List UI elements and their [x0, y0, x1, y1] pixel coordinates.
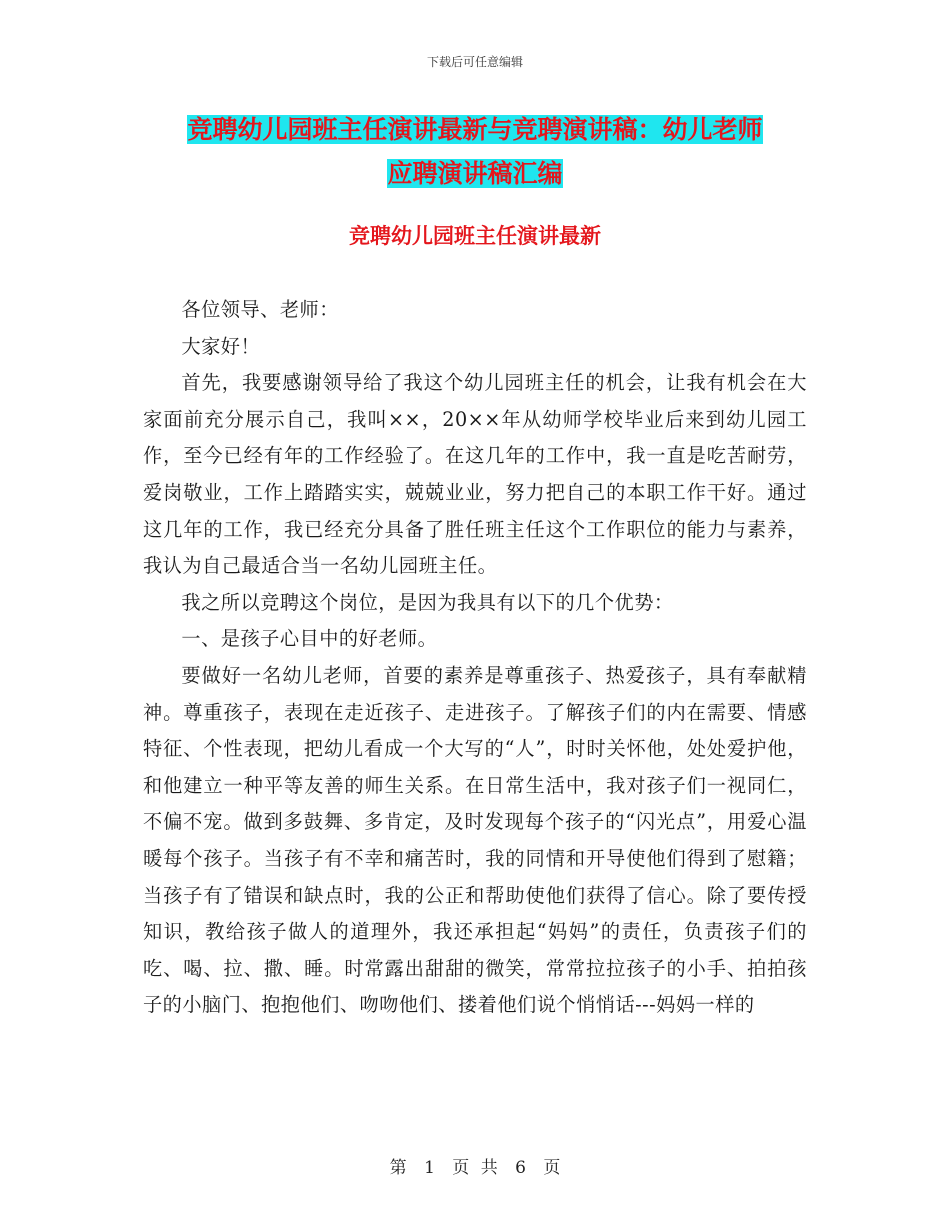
- footer-page-number: 1: [424, 1158, 435, 1178]
- document-title: [140, 108, 810, 196]
- advantage-paragraph-1: 要做好一名幼儿老师，首要的素养是尊重孩子、热爱孩子，具有奉献精神。尊重孩子，表现在走近孩子、走进孩子。了解孩子们的内在需要、情感特征、个性表现，把幼儿看成一个大写的“人”，时时关怀他，处处爱护他，和他建立一种平等友善的师生关系。在日常生活中，我对孩子们一视同仁，不偏不宠。做到多鼓舞、多肯定，及时发现每个孩子的“闪光点”，用爱心温暖每个孩子。当孩子有不幸和痛苦时，我的同情和开导使他们得到了慰籍；当孩子有了错误和缺点时，我的公正和帮助使他们获得了信心。除了要传授知识，教给孩子做人的道理外，我还承担起“妈妈”的责任，负责孩子们的吃、喝、拉、撒、睡。时常露出甜甜的微笑，常常拉拉孩子的小手、拍拍孩子的小脑门、抱抱他们、吻吻他们、搂着他们说个悄悄话---妈妈一样的: [143, 663, 807, 1017]
- header-note: 下载后可任意编辑: [426, 55, 523, 69]
- salutation-paragraph: 各位领导、老师：: [181, 298, 339, 321]
- greeting-paragraph: 大家好！: [181, 334, 261, 358]
- intro-paragraph: 首先，我要感谢领导给了我这个幼儿园班主任的机会，让我有机会在大家面前充分展示自己，我叫××，20××年从幼师学校毕业后来到幼儿园工作，至今已经有年的工作经验了。在这几年的工作中，我一直是吃苦耐劳，爱岗敬业，工作上踏踏实实，兢兢业业，努力把自己的本职工作干好。通过这几年的工作，我已经充分具备了胜任班主任这个工作职位的能力与素养，我认为自己最适合当一名幼儿园班主任。: [143, 371, 807, 578]
- footer-total-pages: 6: [515, 1158, 526, 1178]
- section-title: 竞聘幼儿园班主任演讲最新: [349, 223, 601, 248]
- body-text: [143, 292, 807, 1024]
- document-title-line-2: 应聘演讲稿汇编: [387, 159, 563, 188]
- footer-middle: 页 共: [452, 1158, 498, 1178]
- page-footer: [0, 1153, 950, 1178]
- document-title-line-1: 竞聘幼儿园班主任演讲最新与竞聘演讲稿：幼儿老师: [187, 115, 763, 144]
- advantage-heading-1: 一、是孩子心目中的好老师。: [181, 627, 438, 651]
- advantages-intro-paragraph: 我之所以竞聘这个岗位，是因为我具有以下的几个优势：: [181, 590, 674, 614]
- footer-suffix: 页: [543, 1158, 561, 1178]
- footer-prefix: 第: [389, 1158, 407, 1178]
